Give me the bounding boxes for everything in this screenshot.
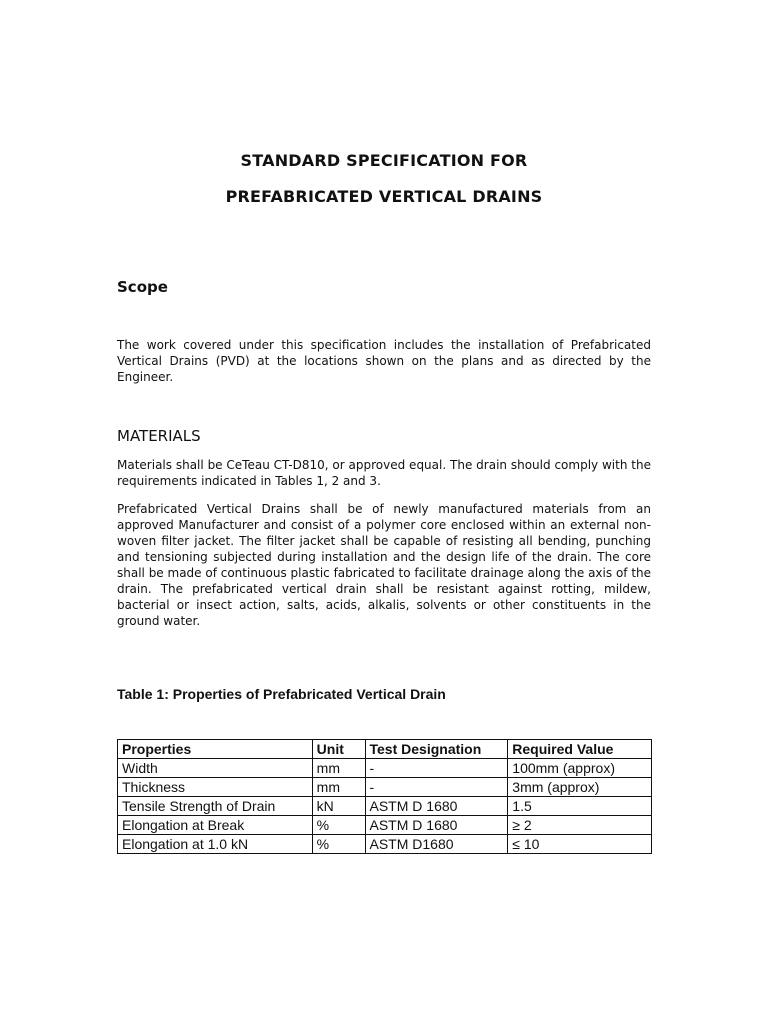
document-title-line-2: PREFABRICATED VERTICAL DRAINS — [225, 187, 543, 206]
materials-heading: MATERIALS — [117, 427, 201, 445]
table-cell: 1.5 — [508, 797, 652, 816]
materials-paragraph-1: Materials shall be CeTeau CT-D810, or approved equal. The drain should comply with the requirements indicated in Tables 1, 2 and 3. — [117, 458, 651, 488]
table-cell: mm — [312, 759, 365, 778]
table-1-caption: Table 1: Properties of Prefabricated Vertical Drain — [117, 686, 446, 702]
properties-table — [117, 739, 652, 854]
table-cell: Elongation at 1.0 kN — [118, 835, 313, 854]
table-row — [118, 759, 652, 778]
table-cell: 3mm (approx) — [508, 778, 652, 797]
table-cell: ≤ 10 — [508, 835, 652, 854]
table-cell: Elongation at Break — [118, 816, 313, 835]
scope-paragraph: The work covered under this specification includes the installation of Prefabricated Vertical Drains (PVD) at the locations shown on the plans and as directed by the Engineer. — [117, 338, 651, 384]
table-header-unit: Unit — [312, 740, 365, 759]
table-cell: - — [365, 759, 508, 778]
document-title-line-1: STANDARD SPECIFICATION FOR — [240, 151, 528, 170]
table-header-row — [118, 740, 652, 759]
table-cell: kN — [312, 797, 365, 816]
table-cell: - — [365, 778, 508, 797]
scope-heading: Scope — [117, 278, 168, 296]
table-cell: ASTM D1680 — [365, 835, 508, 854]
table-cell: ≥ 2 — [508, 816, 652, 835]
table-header-properties: Properties — [118, 740, 313, 759]
table-cell: mm — [312, 778, 365, 797]
materials-paragraph-2: Prefabricated Vertical Drains shall be of newly manufactured materials from an approved Manufacturer and consist of a polymer core enclosed within an external non-woven filter jacket. The filter jacket shall be capable of resisting all bending, punching and tensioning subjected during installation and the design life of the drain. The core shall be made of continuous plastic fabricated to facilitate drainage along the axis of the drain. The prefabricated vertical drain shall be resistant against rotting, mildew, bacterial or insect action, salts, acids, alkalis, solvents or other constituents in the ground water. — [117, 502, 652, 628]
table-cell: Thickness — [118, 778, 313, 797]
table-row — [118, 816, 652, 835]
table-cell: ASTM D 1680 — [365, 797, 508, 816]
table-cell: % — [312, 816, 365, 835]
table-header-test-designation: Test Designation — [365, 740, 508, 759]
table-header-required-value: Required Value — [508, 740, 652, 759]
table-cell: Width — [118, 759, 313, 778]
table-cell: ASTM D 1680 — [365, 816, 508, 835]
table-row — [118, 778, 652, 797]
table-cell: % — [312, 835, 365, 854]
table-cell: 100mm (approx) — [508, 759, 652, 778]
table-row — [118, 797, 652, 816]
table-row — [118, 835, 652, 854]
table-cell: Tensile Strength of Drain — [118, 797, 313, 816]
